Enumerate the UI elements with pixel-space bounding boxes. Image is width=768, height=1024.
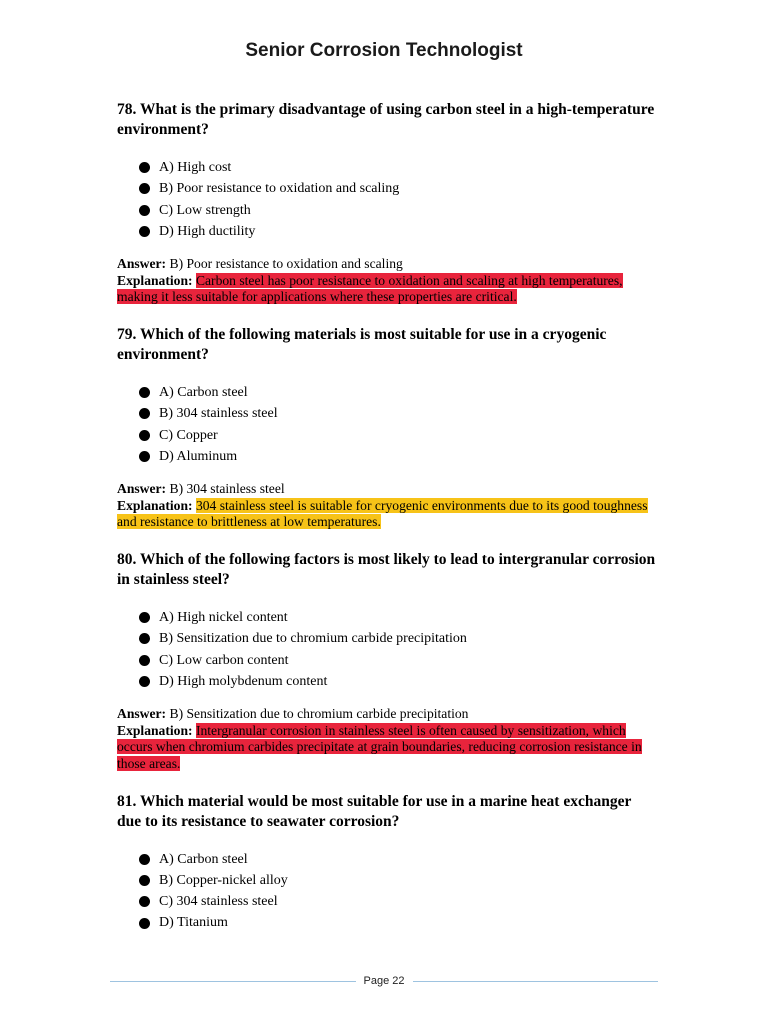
bullet-icon xyxy=(139,408,150,419)
option-c xyxy=(139,425,657,446)
option-label: D) Titanium xyxy=(159,915,228,931)
bullet-icon xyxy=(139,162,150,173)
option-b xyxy=(139,870,657,891)
option-label: B) Sensitization due to chromium carbide precipitation xyxy=(159,631,467,647)
explanation-line xyxy=(117,723,657,773)
question-text: 81. Which material would be most suitable for use in a marine heat exchanger due to its resistance to seawater corrosion? xyxy=(117,792,632,830)
answer-line xyxy=(117,256,657,273)
option-a xyxy=(139,849,657,870)
bullet-icon xyxy=(139,205,150,216)
explanation-text: Intergranular corrosion in stainless steel is often caused by sensitization, which occurs when chromium carbides precipitate at grain boundaries, reducing corrosion resistance in those areas. xyxy=(117,722,642,771)
answer-text: B) 304 stainless steel xyxy=(169,481,285,497)
page-footer xyxy=(110,972,658,990)
bullet-icon xyxy=(139,430,150,441)
option-label: B) Poor resistance to oxidation and scaling xyxy=(159,181,400,197)
explanation-label: Explanation: xyxy=(117,272,193,288)
bullet-icon xyxy=(139,183,150,194)
bullet-icon xyxy=(139,875,150,886)
option-a xyxy=(139,157,657,178)
answer-line xyxy=(117,481,657,498)
question-80 xyxy=(117,550,657,773)
option-label: C) Low carbon content xyxy=(159,652,289,668)
answer-text: B) Poor resistance to oxidation and scaling xyxy=(169,256,403,272)
option-b xyxy=(139,628,657,649)
page-title: Senior Corrosion Technologist xyxy=(245,40,523,61)
option-label: A) High nickel content xyxy=(159,609,288,625)
question-text: 79. Which of the following materials is most suitable for use in a cryogenic environment? xyxy=(117,325,607,363)
options-list xyxy=(117,607,657,692)
option-c xyxy=(139,200,657,221)
question-79 xyxy=(117,325,657,531)
answer-line xyxy=(117,706,657,723)
option-d xyxy=(139,446,657,467)
option-c xyxy=(139,650,657,671)
page-number: Page 22 xyxy=(363,975,405,987)
explanation-line xyxy=(117,498,657,531)
option-label: D) High molybdenum content xyxy=(159,673,328,689)
footer-rule-left xyxy=(110,981,356,982)
option-a xyxy=(139,382,657,403)
explanation-text: Carbon steel has poor resistance to oxidation and scaling at high temperatures, making it less suitable for applications where these properties are critical. xyxy=(117,272,623,305)
bullet-icon xyxy=(139,854,150,865)
answer-label: Answer: xyxy=(117,706,167,722)
options-list xyxy=(117,382,657,467)
option-d xyxy=(139,912,657,933)
question-list xyxy=(117,100,657,953)
option-label: B) 304 stainless steel xyxy=(159,406,278,422)
option-label: A) Carbon steel xyxy=(159,851,248,867)
option-label: C) Copper xyxy=(159,427,218,443)
option-c xyxy=(139,891,657,912)
bullet-icon xyxy=(139,655,150,666)
option-label: B) Copper-nickel alloy xyxy=(159,872,288,888)
bullet-icon xyxy=(139,918,150,929)
option-label: C) Low strength xyxy=(159,202,251,218)
question-text: 78. What is the primary disadvantage of using carbon steel in a high-temperature environment? xyxy=(117,101,655,138)
bullet-icon xyxy=(139,896,150,907)
option-label: A) High cost xyxy=(159,160,232,175)
option-d xyxy=(139,671,657,692)
footer-rule-right xyxy=(413,981,659,982)
bullet-icon xyxy=(139,676,150,687)
bullet-icon xyxy=(139,633,150,644)
bullet-icon xyxy=(139,451,150,462)
option-label: D) Aluminum xyxy=(159,448,238,464)
option-a xyxy=(139,607,657,628)
bullet-icon xyxy=(139,612,150,623)
question-78 xyxy=(117,100,657,306)
explanation-label: Explanation: xyxy=(117,722,193,738)
bullet-icon xyxy=(139,387,150,398)
explanation-line xyxy=(117,273,657,306)
option-d xyxy=(139,221,657,242)
question-81 xyxy=(117,792,657,934)
option-b xyxy=(139,403,657,424)
option-label: D) High ductility xyxy=(159,223,256,239)
answer-label: Answer: xyxy=(117,481,167,497)
option-label: A) Carbon steel xyxy=(159,384,248,400)
option-b xyxy=(139,178,657,199)
options-list xyxy=(117,157,657,242)
explanation-text: 304 stainless steel is suitable for cryogenic environments due to its good toughness and resistance to brittleness at low temperatures. xyxy=(117,497,648,530)
answer-text: B) Sensitization due to chromium carbide precipitation xyxy=(169,706,469,722)
answer-label: Answer: xyxy=(117,256,167,272)
question-text: 80. Which of the following factors is most likely to lead to intergranular corrosion in stainless steel? xyxy=(117,550,656,588)
option-label: C) 304 stainless steel xyxy=(159,894,278,910)
explanation-label: Explanation: xyxy=(117,497,193,513)
bullet-icon xyxy=(139,226,150,237)
options-list xyxy=(117,849,657,934)
